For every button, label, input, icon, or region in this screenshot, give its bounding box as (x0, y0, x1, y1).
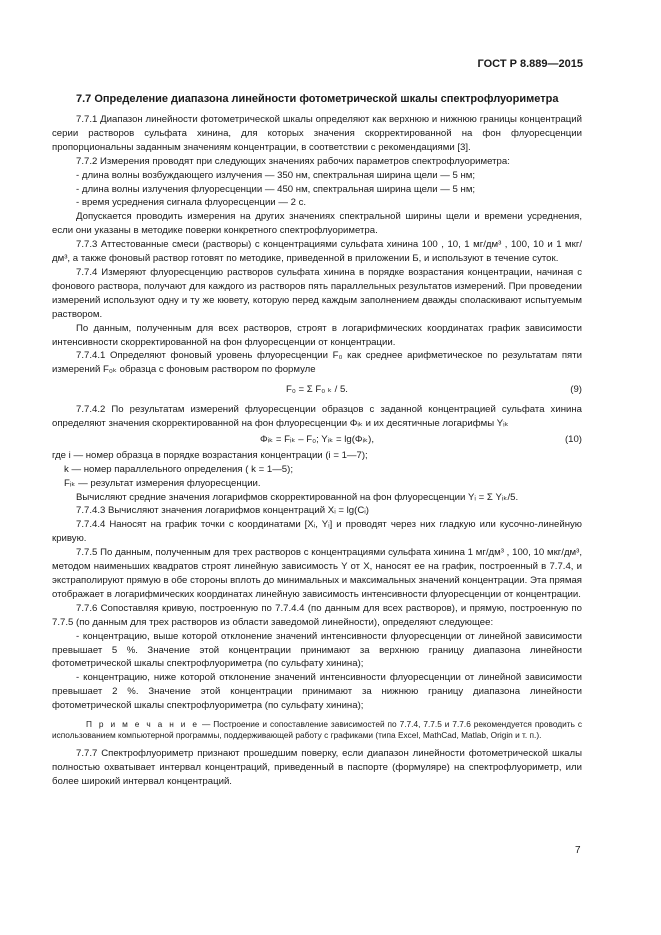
formula-10-expression: Φᵢₖ = Fᵢₖ – F₀; Yᵢₖ = lg(Φᵢₖ), (260, 433, 374, 445)
list-item: - время усреднения сигнала флуоресценции — 2 с. (76, 197, 307, 209)
paragraph-7-7-4: 7.7.4 Измеряют флуоресценцию растворов сульфата хинина в порядке возрастания концентрации, начиная с фонового раствора, получают для каждого из растворов пять параллельных результатов измерений. При проведении измерений используют одну и ту же кювету, которую перед каждым заполнением дважды споласкивают испытуемым раствором. (52, 266, 582, 320)
where-line: где i — номер образца в порядке возрастания концентрации (i = 1—7); (52, 449, 368, 461)
formula-10-number: (10) (564, 433, 582, 445)
page-number: 7 (575, 845, 581, 856)
list-item: - длина волны излучения флуоресценции — 450 нм, спектральная ширина щели — 5 нм; (76, 183, 476, 195)
paragraph-7-7-4-3: 7.7.4.3 Вычисляют значения логарифмов концентраций Xᵢ = lg(Cᵢ) (76, 505, 369, 517)
paragraph-7-7-7: 7.7.7 Спектрофлуориметр признают прошедшим поверку, если диапазон линейности фотометрической шкалы полностью охватывает интервал концентраций, приведенный в паспорте (формуляре) на спектрофлуориметр, или более широкий интервал концентраций. (52, 747, 582, 787)
paragraph-7-7-4-graph: По данным, полученным для всех растворов, строят в логарифмических координатах график зависимости интенсивности скорректированной на фон флуоресценции от концентрации. (52, 322, 582, 348)
note-label: П р и м е ч а н и е (86, 719, 200, 730)
document-body (52, 113, 582, 789)
section-title: 7.7 Определение диапазона линейности фотометрической шкалы спектрофлуориметра (76, 93, 559, 105)
paragraph-7-7-2: 7.7.2 Измерения проводят при следующих значениях рабочих параметров спектрофлуориметра: (76, 155, 510, 167)
formula-9 (52, 383, 582, 397)
paragraph-7-7-4-1: 7.7.4.1 Определяют фоновый уровень флуоресценции F₀ как среднее арифметическое по результатам пяти измерений F₀ₖ образца с фоновым раствором по формуле (52, 350, 582, 376)
paragraph-7-7-4-4: 7.7.4.4 Наносят на график точки с координатами [Xᵢ, Yᵢ] и проводят через них гладкую или кусочно-линейную кривую. (52, 519, 582, 545)
where-line: Fᵢₖ — результат измерения флуоресценции. (64, 477, 261, 489)
paragraph-7-7-2-note: Допускается проводить измерения на других значениях спектральной ширины щели и времени усреднения, если они указаны в методике поверки конкретного спектрофлуориметра. (52, 211, 582, 237)
paragraph-7-7-1: 7.7.1 Диапазон линейности фотометрической шкалы определяют как верхнюю и нижнюю границы концентраций серии растворов сульфата хинина, для которых значения скорректированной на фон флуоресценции пропорциональны заданным значениям концентрации, в соответствии с рекомендациями [3]. (52, 114, 582, 153)
where-line: k — номер параллельного определения ( k = 1—5); (64, 463, 293, 475)
note-text: — Построение и сопоставление зависимостей по 7.7.4, 7.7.5 и 7.7.6 рекомендуется проводить с использованием компьютерной программы, поддерживающей работу с графиками (типа Excel, MathCad, Matlab, Origin и т. п.). (52, 719, 583, 741)
formula-9-number: (9) (570, 384, 582, 396)
paragraph-7-7-6-upper: - концентрацию, выше которой отклонение значений интенсивности флуоресценции от линейной зависимости превышает 5 %. Значение этой концентрации принимают за верхнюю границу диапазона линейности фотометрической шкалы спектрофлуориметра (по сульфату хинина); (52, 630, 582, 670)
list-item: - длина волны возбуждающего излучения — 350 нм, спектральная ширина щели — 5 нм; (76, 169, 476, 181)
paragraph-7-7-6-lower: - концентрацию, ниже которой отклонение значений интенсивности флуоресценции от линейной зависимости превышает 2 %. Значение этой концентрации принимают за нижнюю границу диапазона линейности фотометрической шкалы спектрофлуориметра (по сульфату хинина); (52, 672, 582, 712)
formula-9-expression: F₀ = Σ F₀ ₖ / 5. (286, 384, 348, 396)
paragraph-average: Вычисляют средние значения логарифмов скорректированной на фон флуоресценции Yᵢ = Σ Yᵢₖ/5. (76, 491, 519, 503)
paragraph-7-7-6: 7.7.6 Сопоставляя кривую, построенную по 7.7.4.4 (по данным для всех растворов), и прямую, построенную по 7.7.5 (по данным для трех растворов из области заведомой линейности), определяют следующее: (52, 602, 582, 628)
paragraph-7-7-5: 7.7.5 По данным, полученным для трех растворов с концентрациями сульфата хинина 1 мг/дм³ , 100, 10 мкг/дм³, методом наименьших квадратов строят линейную зависимость Y от X, наносят ее на график, построенный в 7.7.4, и экстраполируют прямую в обе стороны вплоть до минимальных и максимальных значений концентрации. Эта прямая отображает в логарифмических координатах линейную зависимость интенсивности флуоресценции от концентрации. (52, 547, 582, 600)
note (52, 719, 582, 742)
paragraph-7-7-3: 7.7.3 Аттестованные смеси (растворы) с концентрациями сульфата хинина 100 , 10, 1 мг/дм³ , 100, 10 и 1 мкг/дм³, а также фоновый раствор готовят по методике, приведенной в приложении Б, и используют в течение суток. (52, 239, 582, 265)
paragraph-7-7-4-2: 7.7.4.2 По результатам измерений флуоресценции образцов с заданной концентрацией сульфата хинина определяют значения скорректированной на фон флуоресценции Φᵢₖ и их десятичные логарифмы Yᵢₖ (52, 404, 582, 430)
document-header-standard-id: ГОСТ Р 8.889—2015 (477, 58, 583, 70)
formula-10 (52, 433, 582, 447)
